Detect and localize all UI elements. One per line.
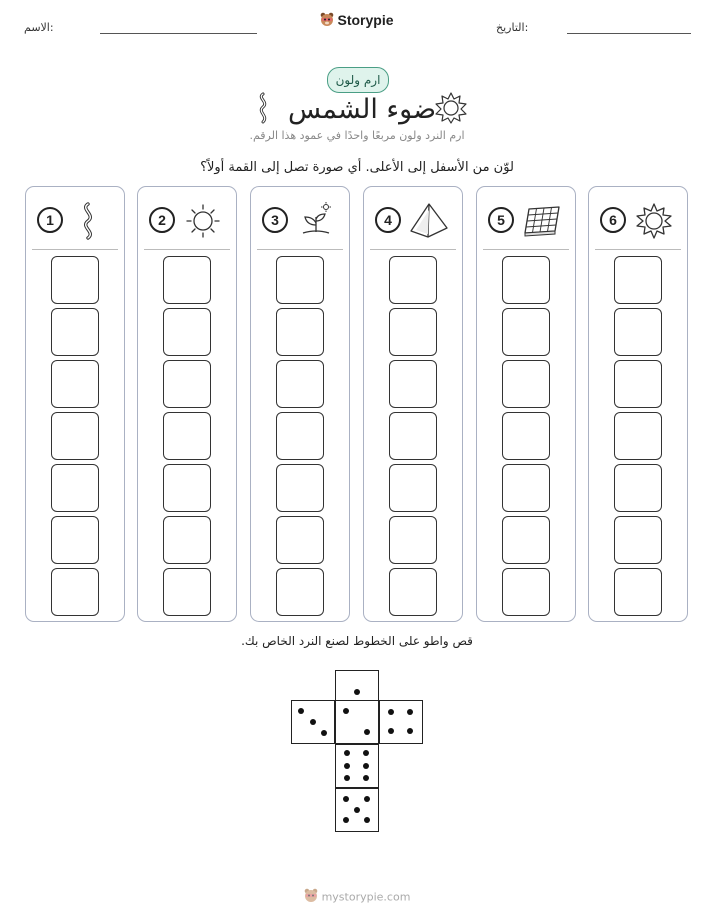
color-box[interactable] [276, 568, 324, 616]
color-box[interactable] [276, 516, 324, 564]
color-box[interactable] [614, 464, 662, 512]
roll-color-badge: ارم ولون [327, 67, 389, 93]
pip [344, 775, 350, 781]
dice-face-2 [335, 700, 379, 744]
cut-instruction: قص واطو على الخطوط لصنع النرد الخاص بك. [241, 634, 473, 648]
column-number: 1 [37, 207, 63, 233]
column-1 [25, 186, 125, 622]
color-box[interactable] [502, 256, 550, 304]
sun-outline-icon [182, 201, 224, 241]
name-line[interactable] [100, 33, 257, 34]
instruction: لوّن من الأسفل إلى الأعلى. أي صورة تصل إلى القمة أولاً؟ [200, 160, 514, 175]
column-number: 2 [149, 207, 175, 233]
page-title: ضوء الشمس [288, 94, 436, 125]
pip [407, 728, 413, 734]
color-box[interactable] [389, 308, 437, 356]
color-box[interactable] [163, 568, 211, 616]
solar-panel-icon [521, 201, 563, 241]
color-box[interactable] [276, 412, 324, 460]
brand-text: Storypie [337, 12, 394, 29]
pip [343, 708, 349, 714]
date-label: التاريخ: [496, 21, 529, 34]
color-box[interactable] [163, 412, 211, 460]
pip [343, 817, 349, 823]
dice-face-5 [335, 788, 379, 832]
color-box[interactable] [614, 516, 662, 564]
pip [354, 807, 360, 813]
color-box[interactable] [51, 568, 99, 616]
color-box[interactable] [614, 256, 662, 304]
pip [363, 775, 369, 781]
footer-text: mystorypie.com [321, 890, 411, 904]
color-box[interactable] [163, 256, 211, 304]
color-box[interactable] [389, 360, 437, 408]
name-label: الاسم: [24, 21, 54, 34]
color-box[interactable] [614, 360, 662, 408]
color-box[interactable] [389, 464, 437, 512]
column-3 [250, 186, 350, 622]
column-divider [370, 249, 456, 250]
pip [298, 708, 304, 714]
color-box[interactable] [389, 568, 437, 616]
color-box[interactable] [51, 256, 99, 304]
color-box[interactable] [163, 308, 211, 356]
color-box[interactable] [502, 360, 550, 408]
color-box[interactable] [614, 308, 662, 356]
column-divider [483, 249, 569, 250]
column-4 [363, 186, 463, 622]
column-number: 3 [262, 207, 288, 233]
color-box[interactable] [614, 412, 662, 460]
sun-icon [633, 201, 675, 241]
color-box[interactable] [502, 308, 550, 356]
pip [407, 709, 413, 715]
pip [363, 750, 369, 756]
subtitle: ارم النرد ولون مربعًا واحدًا في عمود هذا الرقم. [249, 129, 465, 142]
column-2 [137, 186, 237, 622]
column-divider [32, 249, 118, 250]
color-box[interactable] [51, 360, 99, 408]
color-box[interactable] [276, 360, 324, 408]
column-number: 5 [488, 207, 514, 233]
dice-face-4 [379, 700, 423, 744]
column-divider [144, 249, 230, 250]
color-box[interactable] [389, 516, 437, 564]
dice-face-6 [335, 744, 379, 788]
pip [321, 730, 327, 736]
pip [388, 709, 394, 715]
pip [364, 817, 370, 823]
pip [363, 763, 369, 769]
pip [343, 796, 349, 802]
column-5 [476, 186, 576, 622]
color-box[interactable] [502, 516, 550, 564]
color-box[interactable] [51, 308, 99, 356]
color-box[interactable] [276, 256, 324, 304]
column-6 [588, 186, 688, 622]
color-box[interactable] [614, 568, 662, 616]
pip [388, 728, 394, 734]
color-box[interactable] [163, 360, 211, 408]
sprout-icon [295, 201, 337, 241]
column-divider [257, 249, 343, 250]
bear-logo-icon [320, 12, 334, 31]
color-box[interactable] [389, 256, 437, 304]
pip [344, 750, 350, 756]
pip [344, 763, 350, 769]
pip [364, 729, 370, 735]
sun-title-icon [435, 92, 467, 124]
color-box[interactable] [276, 308, 324, 356]
color-box[interactable] [51, 516, 99, 564]
pip [354, 689, 360, 695]
color-box[interactable] [276, 464, 324, 512]
color-box[interactable] [163, 464, 211, 512]
dice-face-3 [291, 700, 335, 744]
pip [364, 796, 370, 802]
column-number: 4 [375, 207, 401, 233]
squiggle-icon [70, 201, 112, 241]
color-box[interactable] [502, 464, 550, 512]
pyramid-icon [408, 201, 450, 241]
color-box[interactable] [163, 516, 211, 564]
color-box[interactable] [51, 412, 99, 460]
footer [0, 888, 714, 907]
brand-logo [0, 12, 714, 31]
bear-footer-icon [304, 888, 318, 907]
column-number: 6 [600, 207, 626, 233]
column-divider [595, 249, 681, 250]
pip [310, 719, 316, 725]
color-box[interactable] [51, 464, 99, 512]
color-box[interactable] [502, 568, 550, 616]
color-box[interactable] [502, 412, 550, 460]
date-line[interactable] [567, 33, 691, 34]
color-box[interactable] [389, 412, 437, 460]
